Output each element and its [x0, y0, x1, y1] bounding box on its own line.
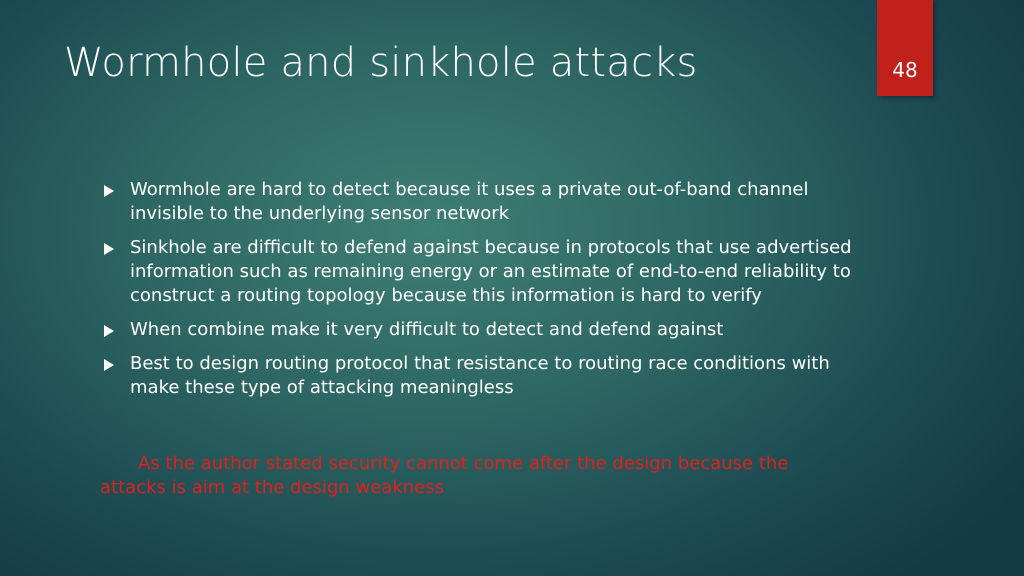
bullet-text: Best to design routing protocol that resistance to routing race conditions with make these type of attacking meaningless: [130, 353, 830, 398]
bullet-item: [100, 352, 860, 400]
bullet-text: Wormhole are hard to detect because it uses a private out-of-band channel invisible to the underlying sensor network: [130, 179, 809, 224]
author-note: [100, 452, 800, 500]
author-note-text: As the author stated security cannot come after the design because the attacks is aim at the design weakness: [100, 453, 789, 498]
triangle-right-icon: [104, 325, 114, 337]
triangle-right-icon: [104, 243, 114, 255]
page-number: 48: [892, 58, 918, 82]
bullet-item: [100, 318, 860, 342]
triangle-right-icon: [104, 359, 114, 371]
page-number-badge: [877, 0, 933, 96]
bullet-item: [100, 178, 860, 226]
bullet-list: [100, 178, 860, 410]
slide-title: Wormhole and sinkhole attacks: [64, 40, 698, 86]
bullet-text: Sinkhole are difficult to defend against because in protocols that use advertised information such as remaining energy or an estimate of end-to-end reliability to construct a routing topology because this information is hard to verify: [130, 237, 852, 306]
triangle-right-icon: [104, 185, 114, 197]
bullet-item: [100, 236, 860, 308]
bullet-text: When combine make it very difficult to detect and defend against: [130, 319, 724, 340]
